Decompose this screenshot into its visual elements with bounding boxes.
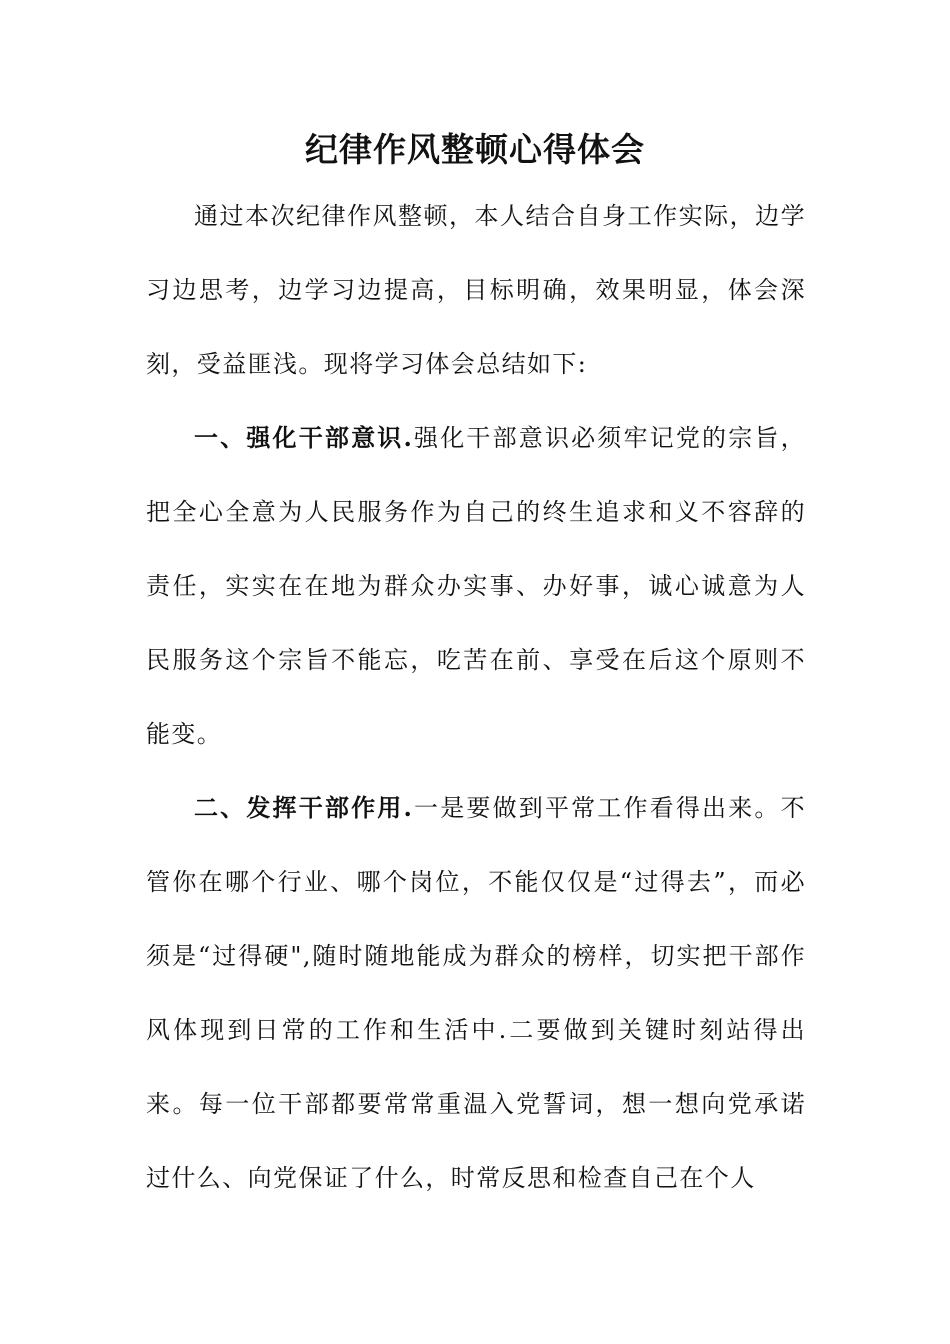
paragraph-text: 通过本次纪律作风整顿，本人结合自身工作实际，边学习边思考，边学习边提高，目标明确，效果明显，体会深刻，受益匪浅。现将学习体会总结如下: <box>146 202 806 378</box>
document-body <box>146 179 806 1215</box>
paragraph-intro <box>146 179 806 401</box>
document-title: 纪律作风整顿心得体会 <box>305 130 645 169</box>
paragraph-lead: 一、强化干部意识. <box>194 423 414 452</box>
paragraph-text: 一是要做到平常工作看得出来。不管你在哪个行业、哪个岗位，不能仅仅是“过得去”，而必须是“过得硬",随时随地能成为群众的榜样，切实把干部作风体现到日常的工作和生活中.二要做到关键时刻站得出来。每一位干部都要常常重温入党誓词，想一想向党承诺过什么、向党保证了什么，时常反思和检查自己在个人 <box>146 794 806 1192</box>
paragraph-section-1 <box>146 401 806 771</box>
paragraph-lead: 二、发挥干部作用. <box>194 793 414 822</box>
paragraph-text: 强化干部意识必须牢记党的宗旨，把全心全意为人民服务作为自己的终生追求和义不容辞的责任，实实在在地为群众办实事、办好事，诚心诚意为人民服务这个宗旨不能忘，吃苦在前、享受在后这个原则不能变。 <box>146 424 806 748</box>
paragraph-section-2 <box>146 771 806 1215</box>
